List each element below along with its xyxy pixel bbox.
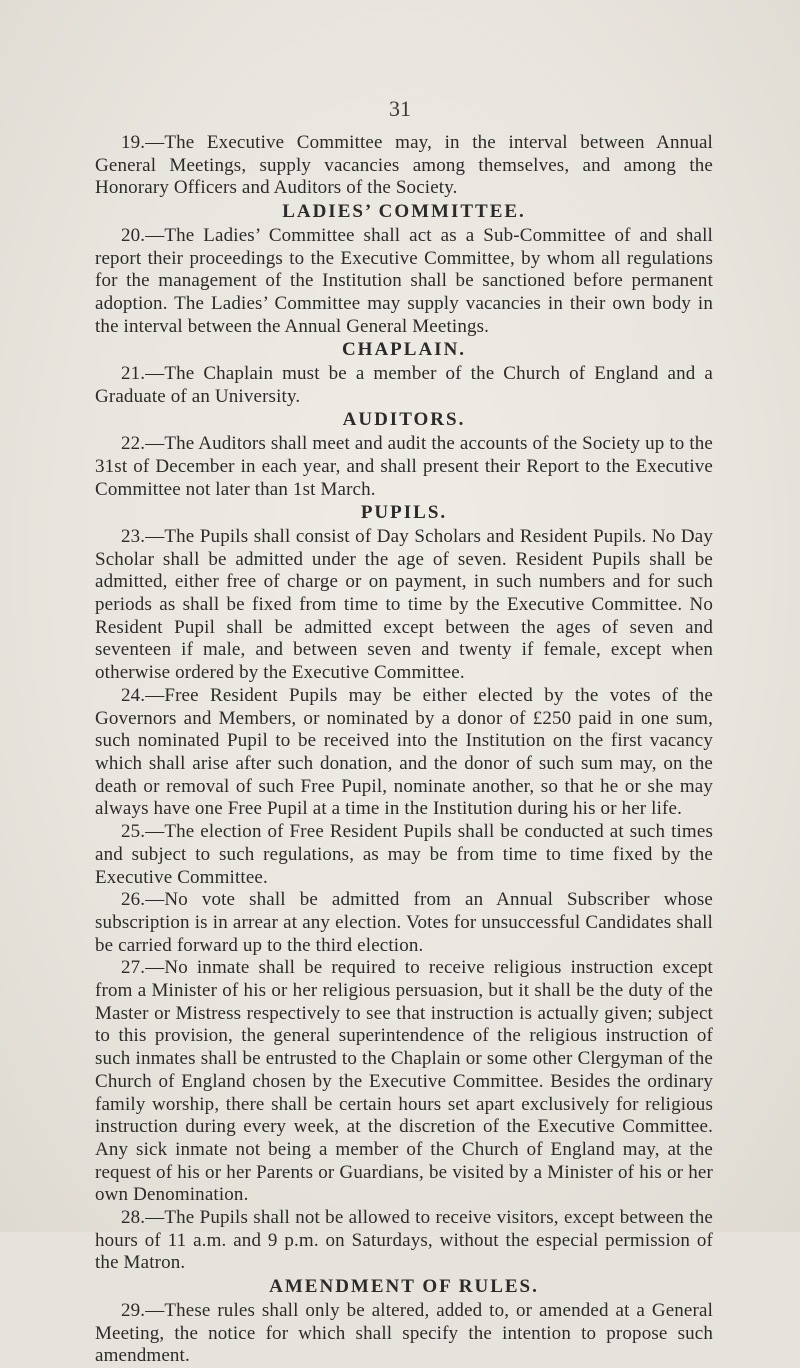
rule-20: 20.—The Ladies’ Committee shall act as a Sub-Committee of and shall report their proceedings to the Executive Committee, by whom all regulations for the management of the Institution shall be sanctioned before permanent adoption. The Ladies’ Committee may supply vacancies in their own body in the interval between the Annual General Meetings. xyxy=(95,224,713,337)
section-heading-auditors: AUDITORS. xyxy=(342,409,466,431)
rule-29: 29.—These rules shall only be altered, added to, or amended at a General Meeting, the notice for which shall specify the intention to propose such amendment. xyxy=(95,1299,713,1367)
rule-24: 24.—Free Resident Pupils may be either elected by the votes of the Governors and Members, or nominated by a donor of £250 paid in one sum, such nominated Pupil to be received into the Institution on the first vacancy which shall arise after such donation, and the donor of such sum may, on the death or removal of such Free Pupil, nominate another, so that he or she may always have one Free Pupil at a time in the Institution during his or her life. xyxy=(95,684,713,820)
rule-23: 23.—The Pupils shall consist of Day Scholars and Resident Pupils. No Day Scholar shall be admitted under the age of seven. Resident Pupils shall be admitted, either free of charge or on payment, in such numbers and for such periods as shall be fixed from time to time by the Executive Committee. No Resident Pupil shall be admitted except between the ages of seven and seventeen if male, and between seven and twenty if female, except when otherwise ordered by the Executive Committee. xyxy=(95,525,713,684)
rule-28: 28.—The Pupils shall not be allowed to receive visitors, except between the hours of 11 a.m. and 9 p.m. on Saturdays, without the especial permission of the Matron. xyxy=(95,1207,713,1274)
rule-22: 22.—The Auditors shall meet and audit the accounts of the Society up to the 31st of December in each year, and shall present their Report to the Executive Committee not later than 1st March. xyxy=(95,433,713,500)
rule-26: 26.—No vote shall be admitted from an Annual Subscriber whose subscription is in arrear at any election. Votes for unsuccessful Candidates shall be carried forward up to the third election. xyxy=(95,889,713,956)
rule-27: 27.—No inmate shall be required to receive religious instruction except from a Minister of his or her religious persuasion, but it shall be the duty of the Master or Mistress respectively to see that instruction is actually given; subject to this provision, the general superintendence of the religious instruction of such inmates shall be entrusted to the Chaplain or some other Clergyman of the Church of England chosen by the Executive Committee. Besides the ordinary family worship, there shall be certain hours set apart exclusively for religious instruction during every week, at the discretion of the Executive Committee. Any sick inmate not being a member of the Church of England may, at the request of his or her Parents or Guardians, be visited by a Minister of his or her own Denomination. xyxy=(95,957,713,1206)
page-number: 31 xyxy=(389,96,411,121)
rule-25: 25.—The election of Free Resident Pupils shall be conducted at such times and subject to such regulations, as may be from time to time fixed by the Executive Committee. xyxy=(95,821,713,888)
section-heading-ladies-committee: LADIES’ COMMITTEE. xyxy=(282,201,526,223)
section-heading-amendment-of-rules: AMENDMENT OF RULES. xyxy=(269,1276,539,1298)
rule-19: 19.—The Executive Committee may, in the interval between Annual General Meetings, supply vacancies among themselves, and among the Honorary Officers and Auditors of the Society. xyxy=(95,132,713,199)
rule-21: 21.—The Chaplain must be a member of the Church of England and a Graduate of an University. xyxy=(95,363,713,407)
section-heading-chaplain: CHAPLAIN. xyxy=(341,339,467,361)
section-heading-pupils: PUPILS. xyxy=(360,502,448,524)
rules-text xyxy=(95,132,713,1368)
